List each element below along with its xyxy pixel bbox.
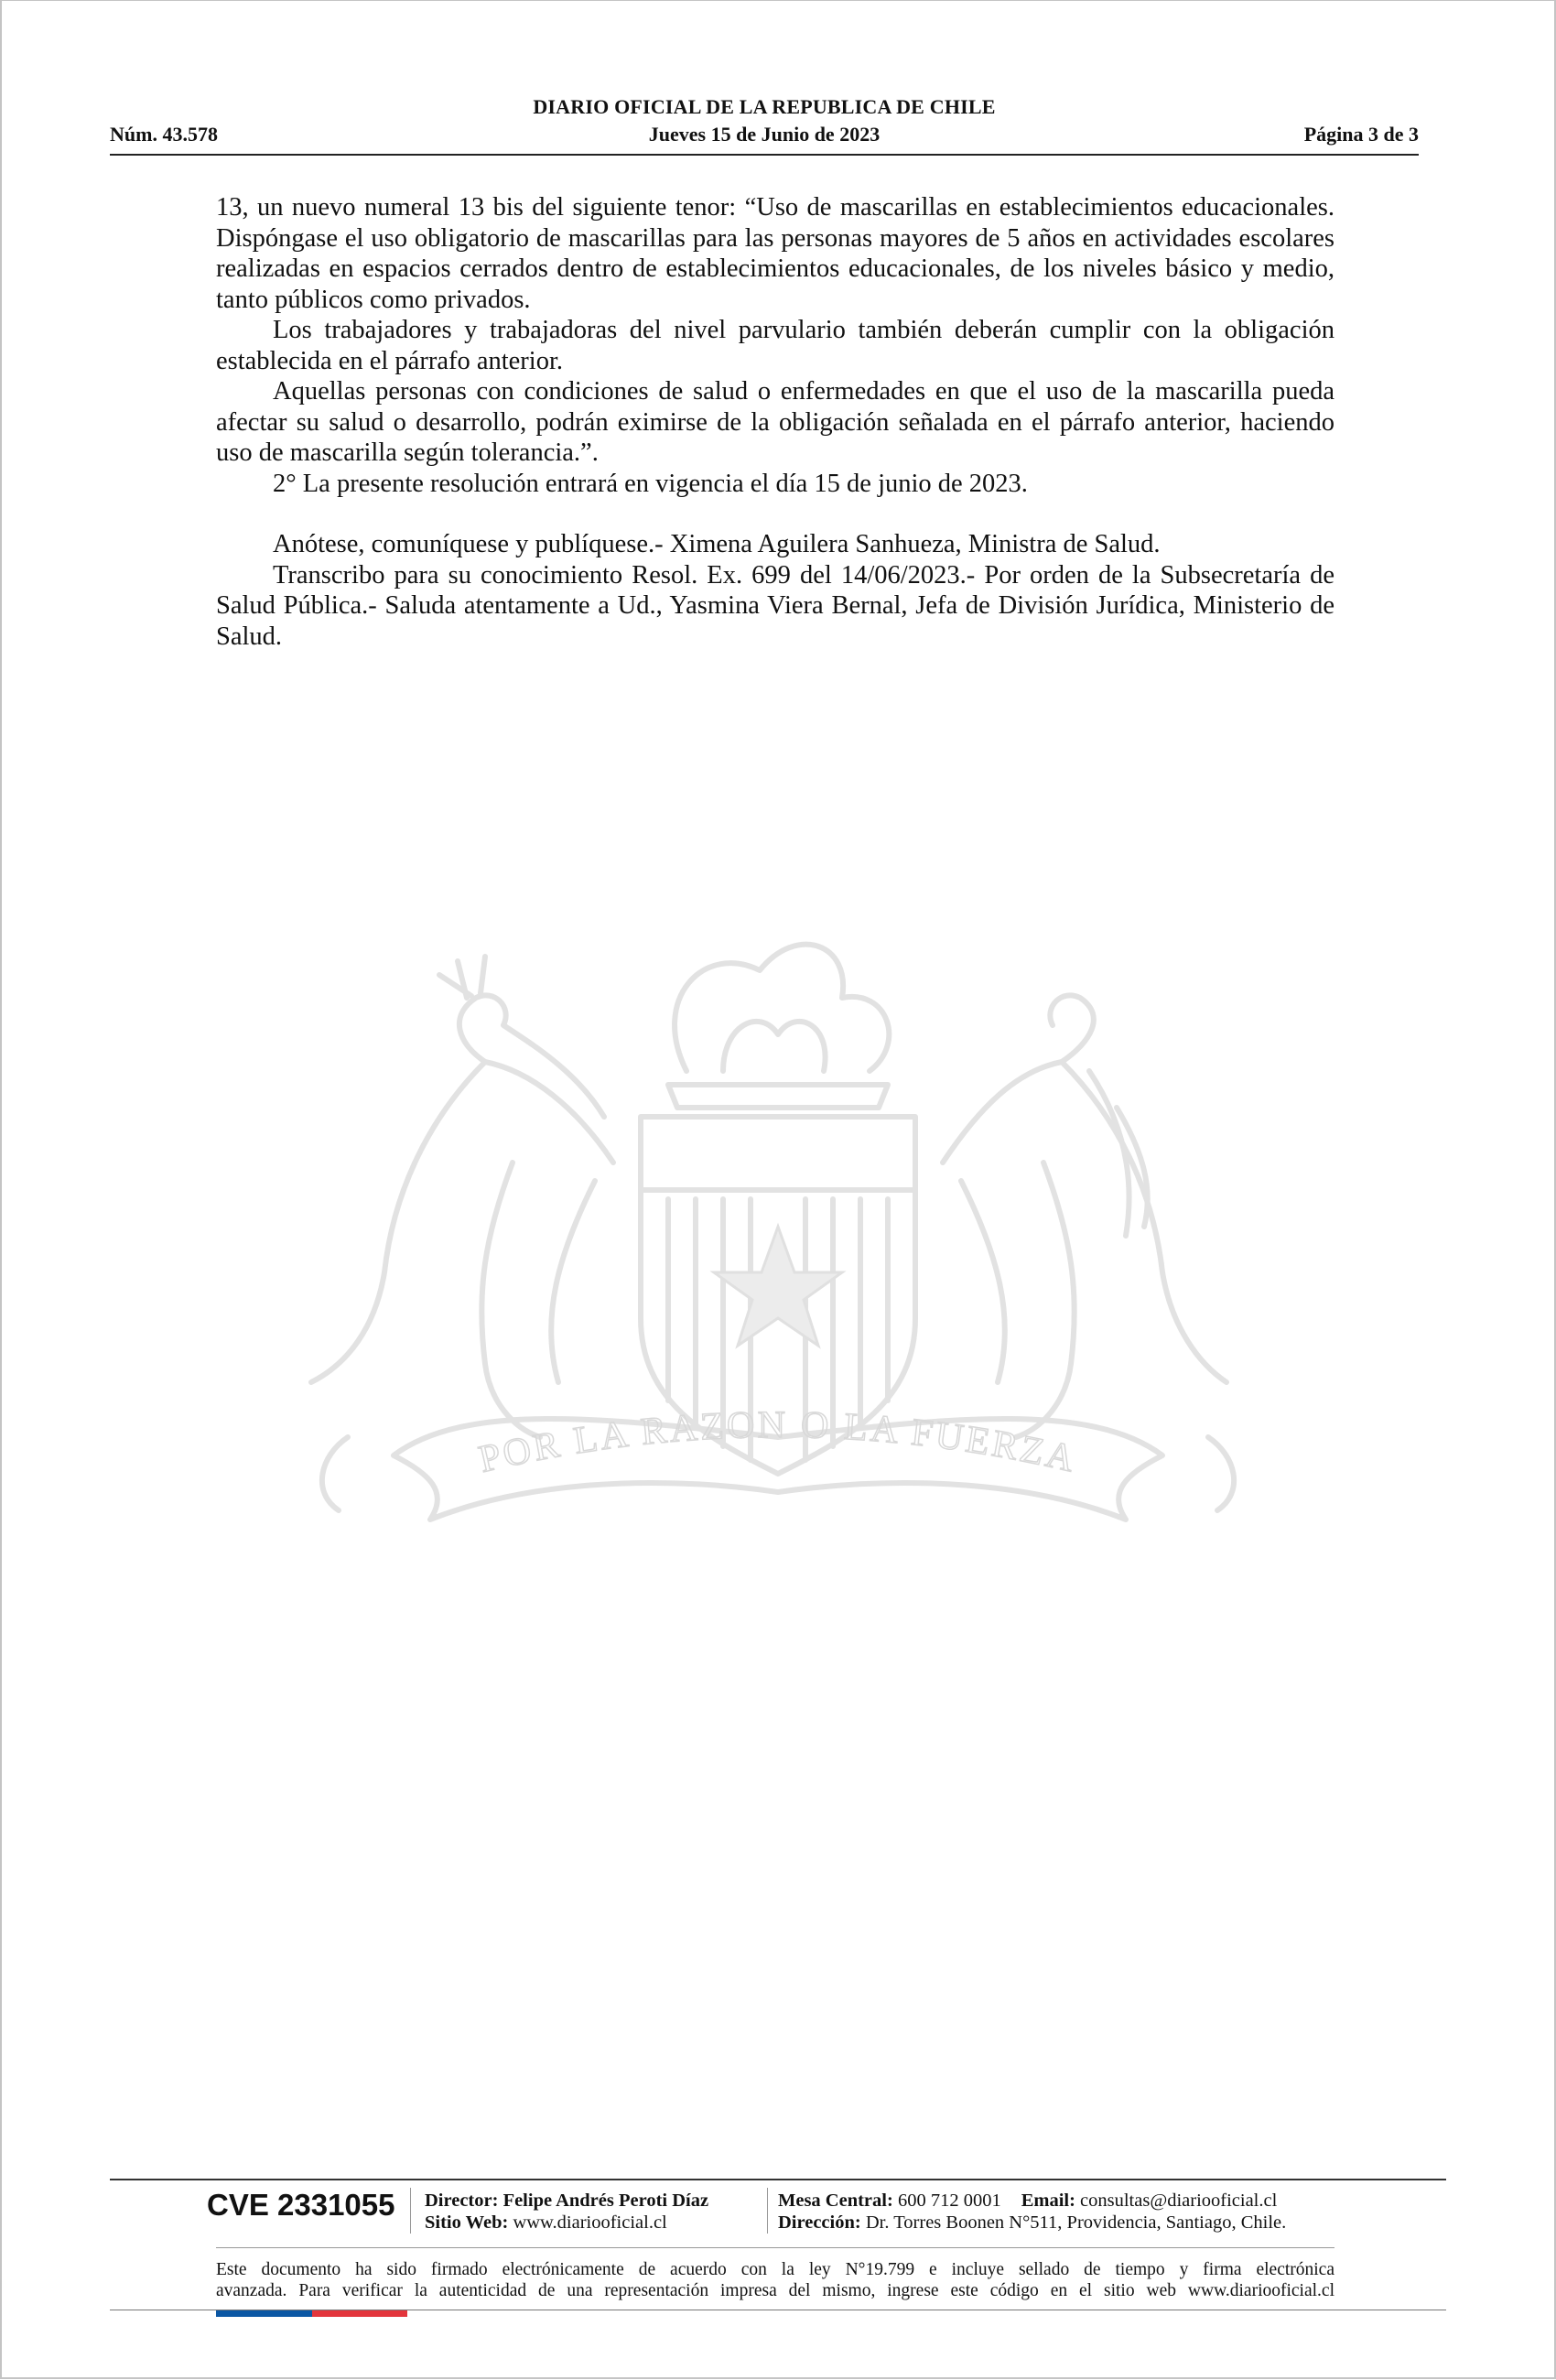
body-paragraph: Anótese, comuníquese y publíquese.- Ximena Aguilera Sanhueza, Ministra de Salud. — [273, 530, 1161, 558]
svg-text:POR LA RAZON O LA FUERZA — [475, 1404, 1081, 1481]
footer-director-column — [425, 2190, 708, 2234]
issue-number: Núm. 43.578 — [110, 123, 218, 146]
director-label: Director: — [425, 2191, 499, 2211]
footer-column-separator — [410, 2188, 411, 2234]
body-paragraph: Transcribo para su conocimiento Resol. Ex. 699 del 14/06/2023.- Por orden de la Subsecretaría de Salud Pública.- Saluda atentamente a Ud., Yasmina Viera Bernal, Jefa de División Jurídica, Ministerio de Salud. — [216, 560, 1334, 651]
phone-number: 600 712 0001 — [897, 2191, 1001, 2211]
phone-label: Mesa Central: — [778, 2191, 893, 2211]
email-link[interactable]: consultas@diariooficial.cl — [1080, 2191, 1278, 2211]
signature-notice-line: Este documento ha sido firmado electrónicamente de acuerdo con la ley N°19.799 e incluye sellado de tiempo y firma electrónica — [216, 2260, 1334, 2279]
email-label: Email: — [1021, 2191, 1075, 2211]
header-row — [110, 123, 1419, 150]
footer-mid-divider — [216, 2247, 1334, 2248]
signature-notice — [216, 2259, 1334, 2301]
signature-notice-line: avanzada. Para verificar la autenticidad de una representación impresa del mismo, ingrese este código en el sitio web www.diariooficial.cl — [216, 2281, 1334, 2300]
website-label: Sitio Web: — [425, 2212, 509, 2233]
footer-contact-column — [778, 2190, 1286, 2234]
address-text: Dr. Torres Boonen N°511, Providencia, Santiago, Chile. — [865, 2212, 1287, 2233]
document-body — [216, 192, 1334, 652]
flag-stripe-red — [312, 2310, 407, 2317]
body-paragraph: 2° La presente resolución entrará en vigencia el día 15 de junio de 2023. — [273, 469, 1028, 498]
footer-top-divider — [110, 2179, 1446, 2180]
body-paragraph: Los trabajadores y trabajadoras del nivel parvulario también deberán cumplir con la obligación establecida en el párrafo anterior. — [216, 316, 1334, 375]
website-link[interactable]: www.diariooficial.cl — [513, 2212, 667, 2233]
page-indicator: Página 3 de 3 — [1303, 123, 1419, 146]
flag-stripe-blue — [216, 2310, 312, 2317]
newspaper-title: DIARIO OFICIAL DE LA REPUBLICA DE CHILE — [533, 95, 996, 118]
header-divider — [110, 154, 1419, 156]
address-label: Dirección: — [778, 2212, 861, 2233]
paragraph-spacer — [216, 499, 1334, 529]
issue-date: Jueves 15 de Junio de 2023 — [648, 123, 881, 146]
body-paragraph: 13, un nuevo numeral 13 bis del siguiente tenor: “Uso de mascarillas en establecimientos educacionales. Dispóngase el uso obligatorio de mascarillas para las personas mayores de 5 años en actividades escolares realizadas en espacios cerrados dentro de establecimientos educacionales, de los niveles básico y medio, tanto públicos como privados. — [216, 193, 1334, 314]
body-paragraph: Aquellas personas con condiciones de salud o enfermedades en que el uso de la mascarilla pueda afectar su salud o desarrollo, podrán eximirse de la obligación señalada en el párrafo anterior, haciendo uso de mascarilla según tolerancia.”. — [216, 377, 1334, 467]
footer-column-separator — [767, 2188, 768, 2234]
coat-of-arms-watermark-icon — [211, 888, 1345, 1657]
cve-code: CVE 2331055 — [207, 2188, 395, 2222]
director-name: Felipe Andrés Peroti Díaz — [502, 2191, 709, 2211]
watermark-motto: POR LA RAZON O LA FUERZA — [475, 1403, 1081, 1482]
